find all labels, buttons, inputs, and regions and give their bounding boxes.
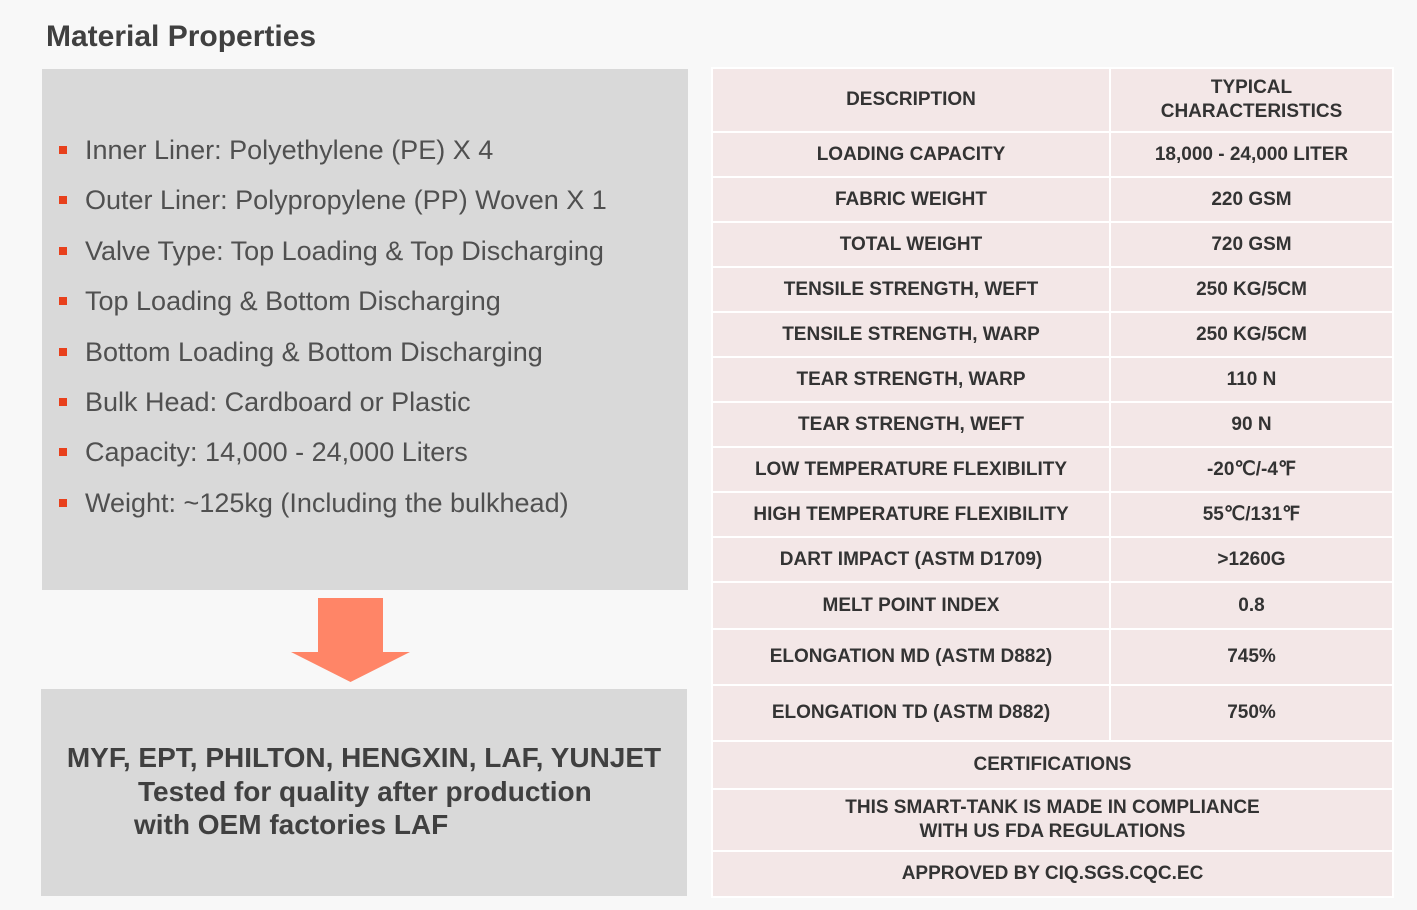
bullet-icon (59, 398, 67, 406)
compliance-text (712, 789, 1393, 851)
compliance-line: THIS SMART-TANK IS MADE IN COMPLIANCE (845, 797, 1260, 818)
table-row (712, 629, 1393, 685)
properties-list (42, 135, 607, 538)
list-item (42, 488, 607, 538)
compliance-row (712, 789, 1393, 851)
row-description: ELONGATION MD (ASTM D882) (712, 629, 1110, 685)
row-description: LOW TEMPERATURE FLEXIBILITY (712, 447, 1110, 492)
row-value: 55℃/131℉ (1110, 492, 1393, 537)
list-item (42, 185, 607, 235)
certifications-title: CERTIFICATIONS (712, 741, 1393, 789)
table-row (712, 177, 1393, 222)
row-value: 250 KG/5CM (1110, 267, 1393, 312)
row-description: TENSILE STRENGTH, WARP (712, 312, 1110, 357)
list-item (42, 387, 607, 437)
list-item (42, 437, 607, 487)
bullet-icon (59, 196, 67, 204)
row-value: 220 GSM (1110, 177, 1393, 222)
property-text: Valve Type: Top Loading & Top Discharging (85, 235, 604, 266)
table-row (712, 312, 1393, 357)
property-text: Weight: ~125kg (Including the bulkhead) (85, 487, 569, 518)
row-value: 720 GSM (1110, 222, 1393, 267)
oem-factory-note: with OEM factories LAF (134, 809, 449, 840)
row-description: FABRIC WEIGHT (712, 177, 1110, 222)
table-row (712, 492, 1393, 537)
bullet-icon (59, 499, 67, 507)
list-item (42, 337, 607, 387)
compliance-line: WITH US FDA REGULATIONS (919, 821, 1186, 842)
table-row (712, 267, 1393, 312)
row-description: TENSILE STRENGTH, WEFT (712, 267, 1110, 312)
property-text: Capacity: 14,000 - 24,000 Liters (85, 437, 468, 468)
table-row (712, 537, 1393, 582)
property-text: Bulk Head: Cardboard or Plastic (85, 386, 471, 417)
oem-brands: MYF, EPT, PHILTON, HENGXIN, LAF, YUNJET (66, 742, 662, 773)
row-value: 90 N (1110, 402, 1393, 447)
row-description: LOADING CAPACITY (712, 132, 1110, 177)
table-row (712, 402, 1393, 447)
oem-quality-note: Tested for quality after production (138, 776, 592, 807)
bullet-icon (59, 297, 67, 305)
header-description: DESCRIPTION (712, 68, 1110, 132)
table-row (712, 132, 1393, 177)
list-item (42, 135, 607, 185)
bullet-icon (59, 146, 67, 154)
properties-panel (42, 69, 688, 590)
bullet-icon (59, 348, 67, 356)
row-description: ELONGATION TD (ASTM D882) (712, 685, 1110, 741)
row-value: 745% (1110, 629, 1393, 685)
row-description: MELT POINT INDEX (712, 582, 1110, 629)
spec-table (711, 67, 1394, 898)
row-value: 110 N (1110, 357, 1393, 402)
table-row (712, 222, 1393, 267)
row-value: 18,000 - 24,000 LITER (1110, 132, 1393, 177)
approved-row (712, 851, 1393, 897)
row-value: 750% (1110, 685, 1393, 741)
property-text: Inner Liner: Polyethylene (PE) X 4 (85, 135, 494, 165)
table-row (712, 357, 1393, 402)
approved-text: APPROVED BY CIQ.SGS.CQC.EC (712, 851, 1393, 897)
row-description: TEAR STRENGTH, WARP (712, 357, 1110, 402)
table-row (712, 685, 1393, 741)
oem-panel (41, 689, 687, 896)
row-description: TEAR STRENGTH, WEFT (712, 402, 1110, 447)
list-item (42, 286, 607, 336)
header-typical: TYPICAL CHARACTERISTICS (1110, 68, 1393, 132)
row-value: -20℃/-4℉ (1110, 447, 1393, 492)
row-description: HIGH TEMPERATURE FLEXIBILITY (712, 492, 1110, 537)
row-description: TOTAL WEIGHT (712, 222, 1110, 267)
list-item (42, 236, 607, 286)
bullet-icon (59, 448, 67, 456)
certifications-row (712, 741, 1393, 789)
table-header-row (712, 68, 1393, 132)
table-row (712, 447, 1393, 492)
property-text: Outer Liner: Polypropylene (PP) Woven X 1 (85, 185, 607, 216)
bullet-icon (59, 247, 67, 255)
row-value: 0.8 (1110, 582, 1393, 629)
page-title: Material Properties (46, 20, 317, 53)
property-text: Top Loading & Bottom Discharging (85, 286, 501, 317)
row-value: >1260G (1110, 537, 1393, 582)
row-value: 250 KG/5CM (1110, 312, 1393, 357)
row-description: DART IMPACT (ASTM D1709) (712, 537, 1110, 582)
table-row (712, 582, 1393, 629)
down-arrow-icon (291, 598, 410, 682)
property-text: Bottom Loading & Bottom Discharging (85, 336, 543, 367)
